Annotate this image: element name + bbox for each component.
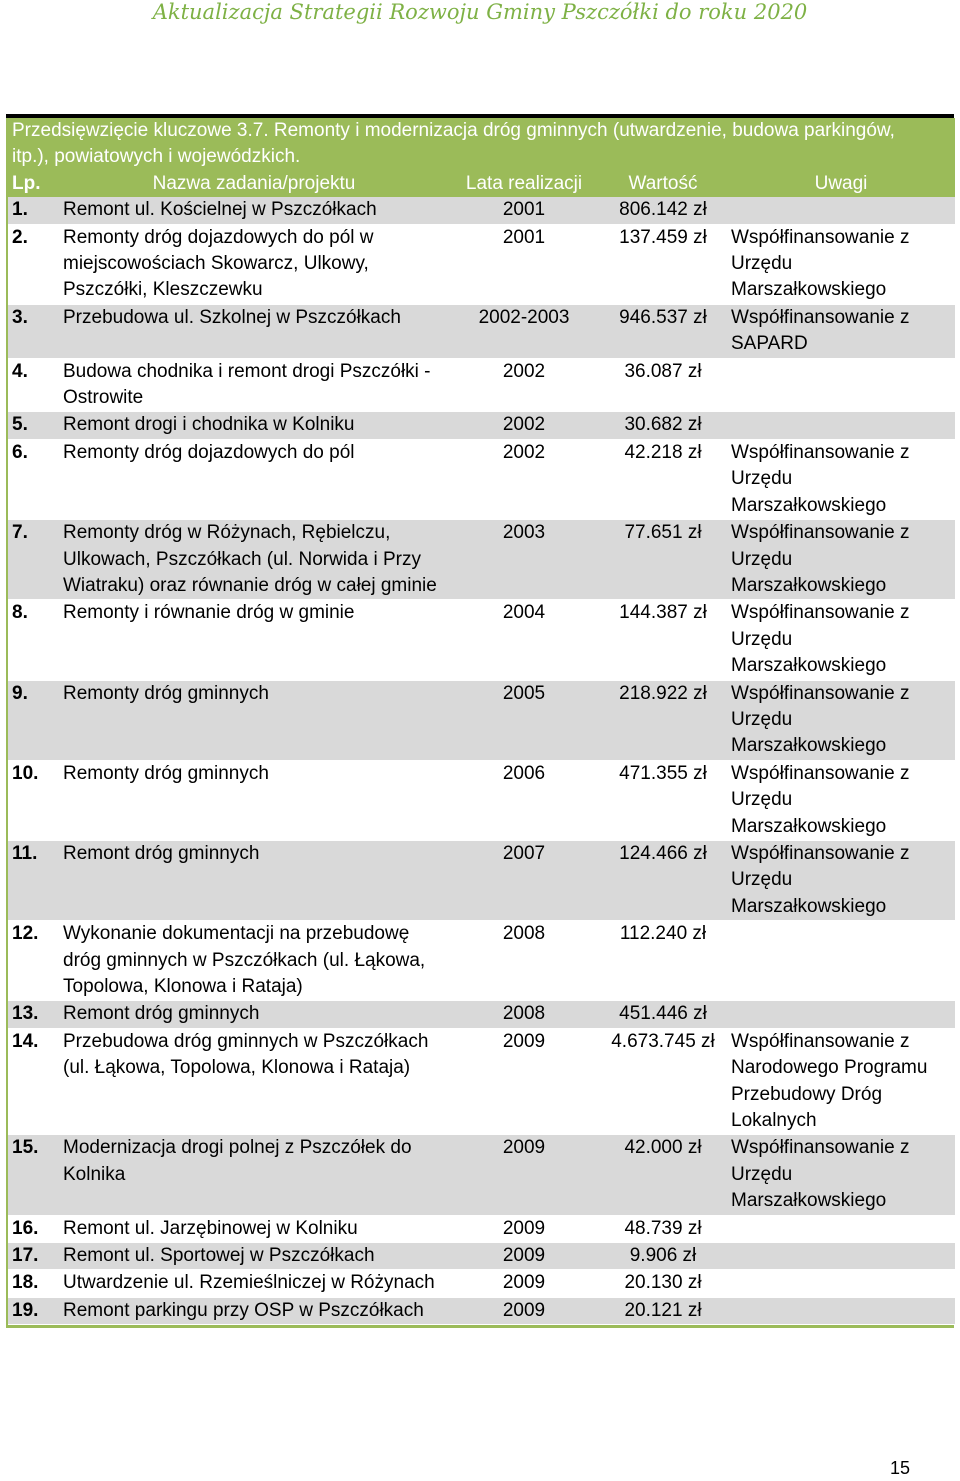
- cell-lp: 12.: [7, 921, 59, 1001]
- page-number: 15: [889, 1458, 910, 1478]
- cell-notes: [727, 1270, 955, 1297]
- cell-value: 112.240 zł: [599, 921, 727, 1001]
- cell-years: 2009: [449, 1028, 599, 1135]
- cell-lp: 2.: [7, 224, 59, 304]
- cell-name: Wykonanie dokumentacji na przebudowę dróg gminnych w Pszczółkach (ul. Łąkowa, Topolowa, Klonowa i Rataja): [59, 921, 449, 1001]
- cell-name: Remont dróg gminnych: [59, 1001, 449, 1028]
- table-row: [7, 1270, 955, 1297]
- cell-notes: [727, 1243, 955, 1270]
- cell-years: 2009: [449, 1135, 599, 1215]
- table-caption-line-2: itp.), powiatowych i wojewódzkich.: [12, 146, 301, 168]
- table-row: [7, 680, 955, 760]
- cell-value: 36.087 zł: [599, 358, 727, 412]
- cell-lp: 16.: [7, 1215, 59, 1242]
- table-row: [7, 600, 955, 680]
- cell-years: 2008: [449, 1001, 599, 1028]
- cell-notes: [727, 197, 955, 224]
- cell-years: 2002: [449, 412, 599, 439]
- cell-value: 20.130 zł: [599, 1270, 727, 1297]
- table-row: [7, 520, 955, 600]
- cell-years: 2001: [449, 224, 599, 304]
- cell-notes: [727, 921, 955, 1001]
- cell-lp: 6.: [7, 439, 59, 519]
- table-row: [7, 1028, 955, 1135]
- table-row: [7, 1297, 955, 1324]
- cell-name: Remont parkingu przy OSP w Pszczółkach: [59, 1297, 449, 1324]
- cell-years: 2005: [449, 680, 599, 760]
- cell-lp: 19.: [7, 1297, 59, 1324]
- cell-value: 4.673.745 zł: [599, 1028, 727, 1135]
- cell-lp: 15.: [7, 1135, 59, 1215]
- cell-name: Utwardzenie ul. Rzemieślniczej w Różynach: [59, 1270, 449, 1297]
- cell-years: 2003: [449, 520, 599, 600]
- cell-notes: Współfinansowanie z Urzędu Marszałkowskiego: [727, 840, 955, 920]
- table-row: [7, 840, 955, 920]
- table-row: [7, 760, 955, 840]
- cell-lp: 5.: [7, 412, 59, 439]
- cell-years: 2008: [449, 921, 599, 1001]
- cell-lp: 8.: [7, 600, 59, 680]
- column-header-notes: Uwagi: [727, 171, 955, 197]
- projects-table: [6, 118, 955, 1325]
- table-row: [7, 412, 955, 439]
- cell-notes: Współfinansowanie z Urzędu Marszałkowskiego: [727, 760, 955, 840]
- cell-name: Przebudowa dróg gminnych w Pszczółkach (ul. Łąkowa, Topolowa, Klonowa i Rataja): [59, 1028, 449, 1135]
- cell-lp: 3.: [7, 304, 59, 358]
- cell-value: 218.922 zł: [599, 680, 727, 760]
- cell-years: 2007: [449, 840, 599, 920]
- cell-name: Remont drogi i chodnika w Kolniku: [59, 412, 449, 439]
- cell-value: 144.387 zł: [599, 600, 727, 680]
- cell-years: 2002: [449, 439, 599, 519]
- cell-lp: 18.: [7, 1270, 59, 1297]
- table-caption-row: [7, 118, 955, 171]
- cell-years: 2009: [449, 1270, 599, 1297]
- table-row: [7, 921, 955, 1001]
- cell-value: 806.142 zł: [599, 197, 727, 224]
- cell-value: 42.000 zł: [599, 1135, 727, 1215]
- cell-name: Remont ul. Jarzębinowej w Kolniku: [59, 1215, 449, 1242]
- cell-lp: 9.: [7, 680, 59, 760]
- cell-notes: Współfinansowanie z Urzędu Marszałkowskiego: [727, 439, 955, 519]
- cell-lp: 1.: [7, 197, 59, 224]
- cell-notes: Współfinansowanie z Urzędu Marszałkowskiego: [727, 520, 955, 600]
- column-header-years: Lata realizacji: [449, 171, 599, 197]
- cell-lp: 7.: [7, 520, 59, 600]
- cell-notes: [727, 358, 955, 412]
- cell-lp: 14.: [7, 1028, 59, 1135]
- table-caption: [7, 118, 955, 171]
- cell-lp: 17.: [7, 1243, 59, 1270]
- table-row: [7, 358, 955, 412]
- table-header-row: [7, 171, 955, 197]
- cell-years: 2001: [449, 197, 599, 224]
- cell-value: 124.466 zł: [599, 840, 727, 920]
- cell-lp: 10.: [7, 760, 59, 840]
- table-row: [7, 1243, 955, 1270]
- cell-years: 2002-2003: [449, 304, 599, 358]
- cell-name: Remonty dróg gminnych: [59, 680, 449, 760]
- table-row: [7, 439, 955, 519]
- cell-notes: [727, 412, 955, 439]
- cell-notes: [727, 1001, 955, 1028]
- cell-value: 20.121 zł: [599, 1297, 727, 1324]
- cell-name: Remonty dróg w Różynach, Rębielczu, Ulkowach, Pszczółkach (ul. Norwida i Przy Wiatraku) oraz równanie dróg w całej gminie: [59, 520, 449, 600]
- cell-years: 2004: [449, 600, 599, 680]
- column-header-value: Wartość: [599, 171, 727, 197]
- cell-years: 2002: [449, 358, 599, 412]
- cell-years: 2009: [449, 1215, 599, 1242]
- cell-name: Remonty dróg gminnych: [59, 760, 449, 840]
- table-row: [7, 224, 955, 304]
- cell-name: Remont ul. Sportowej w Pszczółkach: [59, 1243, 449, 1270]
- column-header-name: Nazwa zadania/projektu: [59, 171, 449, 197]
- column-header-lp: Lp.: [7, 171, 59, 197]
- cell-name: Modernizacja drogi polnej z Pszczółek do Kolnika: [59, 1135, 449, 1215]
- cell-name: Remonty i równanie dróg w gminie: [59, 600, 449, 680]
- cell-notes: [727, 1215, 955, 1242]
- cell-lp: 4.: [7, 358, 59, 412]
- cell-notes: Współfinansowanie z Urzędu Marszałkowskiego: [727, 1135, 955, 1215]
- cell-lp: 11.: [7, 840, 59, 920]
- cell-notes: Współfinansowanie z SAPARD: [727, 304, 955, 358]
- cell-name: Budowa chodnika i remont drogi Pszczółki - Ostrowite: [59, 358, 449, 412]
- cell-value: 137.459 zł: [599, 224, 727, 304]
- running-header-title: Aktualizacja Strategii Rozwoju Gminy Pszczółki do roku 2020: [152, 0, 808, 24]
- table-row: [7, 304, 955, 358]
- cell-value: 9.906 zł: [599, 1243, 727, 1270]
- cell-value: 451.446 zł: [599, 1001, 727, 1028]
- cell-notes: [727, 1297, 955, 1324]
- cell-name: Remont dróg gminnych: [59, 840, 449, 920]
- cell-value: 471.355 zł: [599, 760, 727, 840]
- cell-name: Remonty dróg dojazdowych do pól w miejscowościach Skowarcz, Ulkowy, Pszczółki, Kleszczewku: [59, 224, 449, 304]
- cell-notes: Współfinansowanie z Urzędu Marszałkowskiego: [727, 680, 955, 760]
- cell-value: 42.218 zł: [599, 439, 727, 519]
- table-bottom-rule: [6, 1325, 954, 1328]
- cell-name: Remont ul. Kościelnej w Pszczółkach: [59, 197, 449, 224]
- table-row: [7, 1001, 955, 1028]
- cell-years: 2009: [449, 1243, 599, 1270]
- cell-value: 30.682 zł: [599, 412, 727, 439]
- table-row: [7, 197, 955, 224]
- cell-lp: 13.: [7, 1001, 59, 1028]
- cell-years: 2009: [449, 1297, 599, 1324]
- cell-value: 946.537 zł: [599, 304, 727, 358]
- cell-years: 2006: [449, 760, 599, 840]
- cell-value: 48.739 zł: [599, 1215, 727, 1242]
- table-row: [7, 1135, 955, 1215]
- cell-notes: Współfinansowanie z Urzędu Marszałkowskiego: [727, 600, 955, 680]
- table-row: [7, 1215, 955, 1242]
- cell-notes: Współfinansowanie z Urzędu Marszałkowskiego: [727, 224, 955, 304]
- cell-name: Remonty dróg dojazdowych do pól: [59, 439, 449, 519]
- table-caption-line-1: Przedsięwzięcie kluczowe 3.7. Remonty i modernizacja dróg gminnych (utwardzenie, budowa parkingów,: [12, 120, 895, 141]
- cell-name: Przebudowa ul. Szkolnej w Pszczółkach: [59, 304, 449, 358]
- cell-value: 77.651 zł: [599, 520, 727, 600]
- cell-notes: Współfinansowanie z Narodowego Programu Przebudowy Dróg Lokalnych: [727, 1028, 955, 1135]
